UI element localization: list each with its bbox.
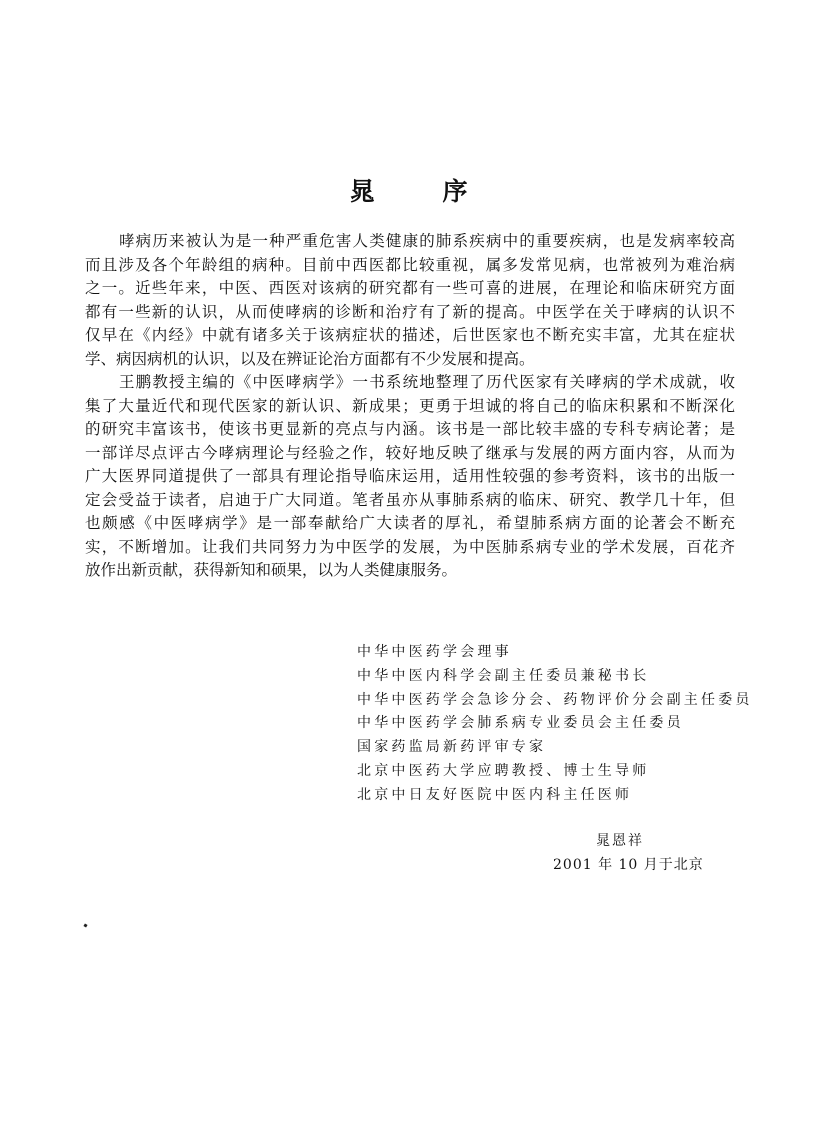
- paragraph: [85, 371, 735, 583]
- role-line: 中华中医药学会肺系病专业委员会主任委员: [357, 715, 684, 732]
- text-line: 仅早在《内经》中就有诸多关于该病症状的描述，后世医家也不断充实丰富，尤其在症状: [85, 326, 735, 344]
- author-name: 晁恩祥: [596, 833, 644, 849]
- text-line: 王鹏教授主编的《中医哮病学》一书系统地整理了历代医家有关哮病的学术成就，收: [119, 373, 735, 391]
- preface-body: [85, 230, 735, 583]
- date-place: 2001 年 10 月于北京: [553, 857, 704, 873]
- text-line: 放作出新贡献，获得新知和硕果，以为人类健康服务。: [85, 561, 458, 579]
- title-char-1: 晁: [349, 177, 375, 206]
- paragraph: [85, 230, 735, 371]
- text-line: 集了大量近代和现代医家的新认识、新成果；更勇于坦诚的将自己的临床积累和不断深化: [85, 396, 735, 415]
- text-line: 广大医界同道提供了一部具有理论指导临床运用，适用性较强的参考资料，该书的出版一: [85, 467, 735, 485]
- text-line: 的研究丰富该书，使该书更显新的亮点与内涵。该书是一部比较丰盛的专科专病论著；是: [85, 420, 735, 438]
- text-line: 也颇感《中医哮病学》是一部奉献给广大读者的厚礼，希望肺系病方面的论著会不断充: [85, 514, 735, 532]
- stray-mark: [83, 923, 87, 927]
- role-line: 中华中医药学会理事: [357, 644, 512, 660]
- text-line: 哮病历来被认为是一种严重危害人类健康的肺系疾病中的重要疾病，也是发病率较高: [119, 232, 735, 250]
- text-line: 实，不断增加。让我们共同努力为中医学的发展，为中医肺系病专业的学术发展，百花齐: [85, 537, 735, 556]
- role-line: 国家药监局新药评审专家: [357, 739, 547, 756]
- text-line: 而且涉及各个年龄组的病种。目前中西医都比较重视，属多发常见病，也常被列为难治病: [85, 255, 735, 274]
- text-line: 学、病因病机的认识，以及在辨证论治方面都有不少发展和提高。: [85, 349, 535, 368]
- text-line: 定会受益于读者，启迪于广大同道。笔者虽亦从事肺系病的临床、研究、教学几十年，但: [85, 490, 735, 509]
- role-line: 中华中医药学会急诊分会、药物评价分会副主任委员: [357, 691, 753, 708]
- author-roles: [357, 641, 753, 808]
- role-line: 北京中日友好医院中医内科主任医师: [357, 786, 633, 803]
- title-char-2: 序: [442, 177, 468, 206]
- text-line: 一部详尽点评古今哮病理论与经验之作，较好地反映了继承与发展的两方面内容，从而为: [85, 443, 735, 462]
- role-line: 北京中医药大学应聘教授、博士生导师: [357, 762, 650, 779]
- text-line: 都有一些新的认识，从而使哮病的诊断和治疗有了新的提高。中医学在关于哮病的认识不: [85, 302, 735, 321]
- page-title: [0, 172, 817, 208]
- role-line: 中华中医内科学会副主任委员兼秘书长: [357, 667, 650, 684]
- text-line: 之一。近些年来，中医、西医对该病的研究都有一些可喜的进展，在理论和临床研究方面: [85, 279, 735, 297]
